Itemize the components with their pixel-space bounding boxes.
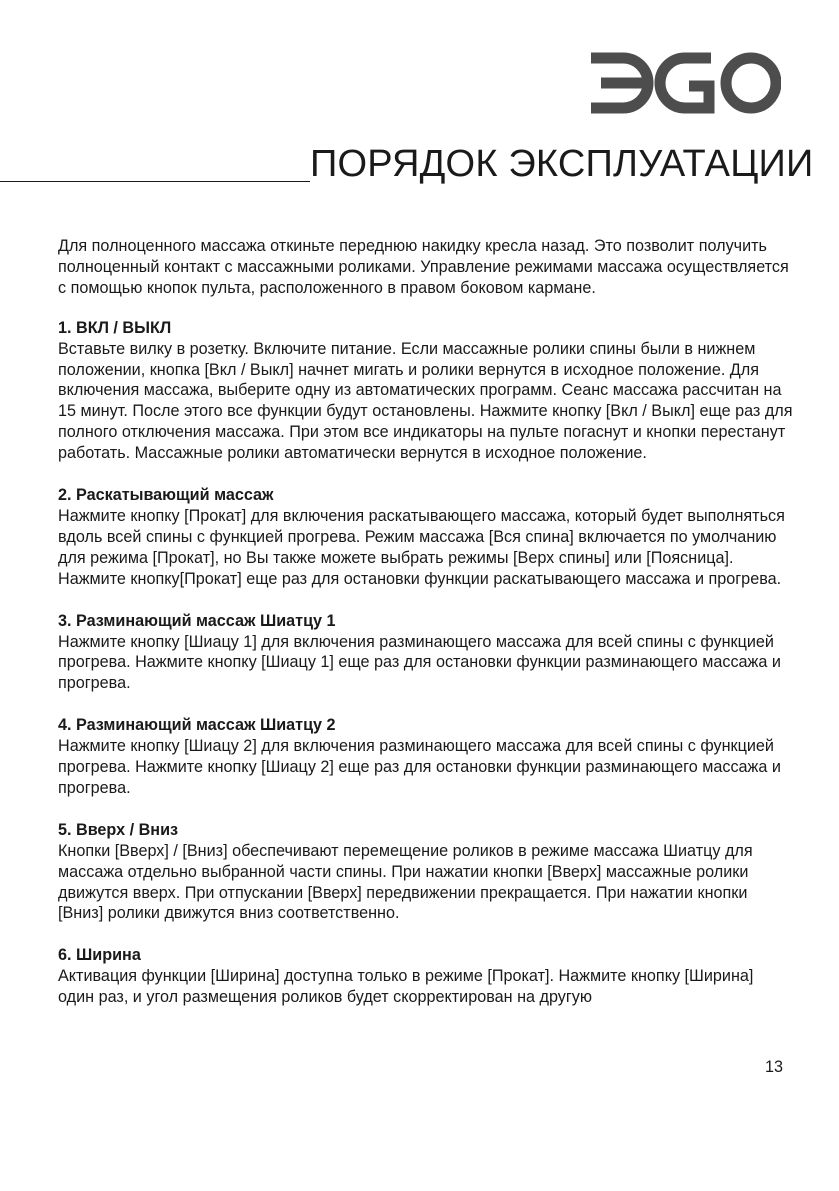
page-number: 13: [764, 1058, 783, 1076]
section-heading: 3. Разминающий массаж Шиатцу 1: [58, 611, 336, 630]
section-heading: 5. Вверх / Вниз: [58, 820, 179, 839]
section-shiatsu-2: [58, 715, 793, 799]
section-text: Нажмите кнопку [Шиацу 2] для включения разминающего массажа для всей спины с функцией прогрева. Нажмите кнопку [Шиацу 2] еще раз для остановки функции разминающего массажа и прогрева.: [58, 737, 781, 797]
title-rule: [0, 181, 310, 182]
section-text: Вставьте вилку в розетку. Включите питание. Если массажные ролики спины были в нижнем положении, кнопка [Вкл / Выкл] начнет мигать и ролики вернутся в исходное положение. Для включения массажа, выберите одну из автоматических программ. Сеанс массажа рассчитан на 15 минут. После этого все функции будут остановлены. Нажмите кнопку [Вкл / Выкл] еще раз для полного отключения массажа. При этом все индикаторы на пульте погаснут и кнопки перестанут работать. Массажные ролики автоматически вернутся в исходное положение.: [58, 339, 793, 463]
section-heading: 1. ВКЛ / ВЫКЛ: [58, 318, 172, 337]
section-text: Кнопки [Вверх] / [Вниз] обеспечивают перемещение роликов в режиме массажа Шиатцу для массажа отдельно выбранной части спины. При нажатии кнопки [Вверх] массажные ролики движутся вверх. При отпускании [Вверх] передвижении прекращается. При нажатии кнопки [Вниз] ролики движутся вниз соответственно.: [58, 841, 753, 923]
section-power: [58, 318, 793, 464]
section-text: Нажмите кнопку [Шиацу 1] для включения разминающего массажа для всей спины с функцией прогрева. Нажмите кнопку [Шиацу 1] еще раз для остановки функции разминающего массажа и прогрева.: [58, 632, 781, 693]
ego-logo-graphic: [585, 50, 781, 116]
section-rolling-massage: [58, 485, 793, 590]
brand-logo: [585, 50, 781, 116]
section-heading: 2. Раскатывающий массаж: [58, 486, 274, 505]
manual-content: [58, 236, 793, 1029]
section-width: [58, 945, 793, 1008]
section-text: Активация функции [Ширина] доступна только в режиме [Прокат]. Нажмите кнопку [Ширина] один раз, и угол размещения роликов будет скорректирован на другую: [58, 967, 754, 1007]
section-text: Нажмите кнопку [Прокат] для включения раскатывающего массажа, который будет выполняться вдоль всей спины с функцией прогрева. Режим массажа [Вся спина] включается по умолчанию для режима [Прокат], но Вы также можете выбрать режимы [Верх спины] или [Поясница]. Нажмите кнопку[Прокат] еще раз для остановки функции раскатывающего массажа и прогрева.: [58, 506, 785, 588]
section-heading: 4. Разминающий массаж Шиатцу 2: [58, 716, 336, 735]
section-heading: 6. Ширина: [58, 946, 141, 965]
page-title: ПОРЯДОК ЭКСПЛУАТАЦИИ: [310, 143, 814, 185]
intro-paragraph: Для полноценного массажа откиньте переднюю накидку кресла назад. Это позволит получить полноценный контакт с массажными роликами. Управление режимами массажа осуществляется с помощью кнопок пульта, расположенного в правом боковом кармане.: [58, 237, 789, 297]
section-up-down: [58, 820, 793, 925]
section-shiatsu-1: [58, 611, 793, 695]
